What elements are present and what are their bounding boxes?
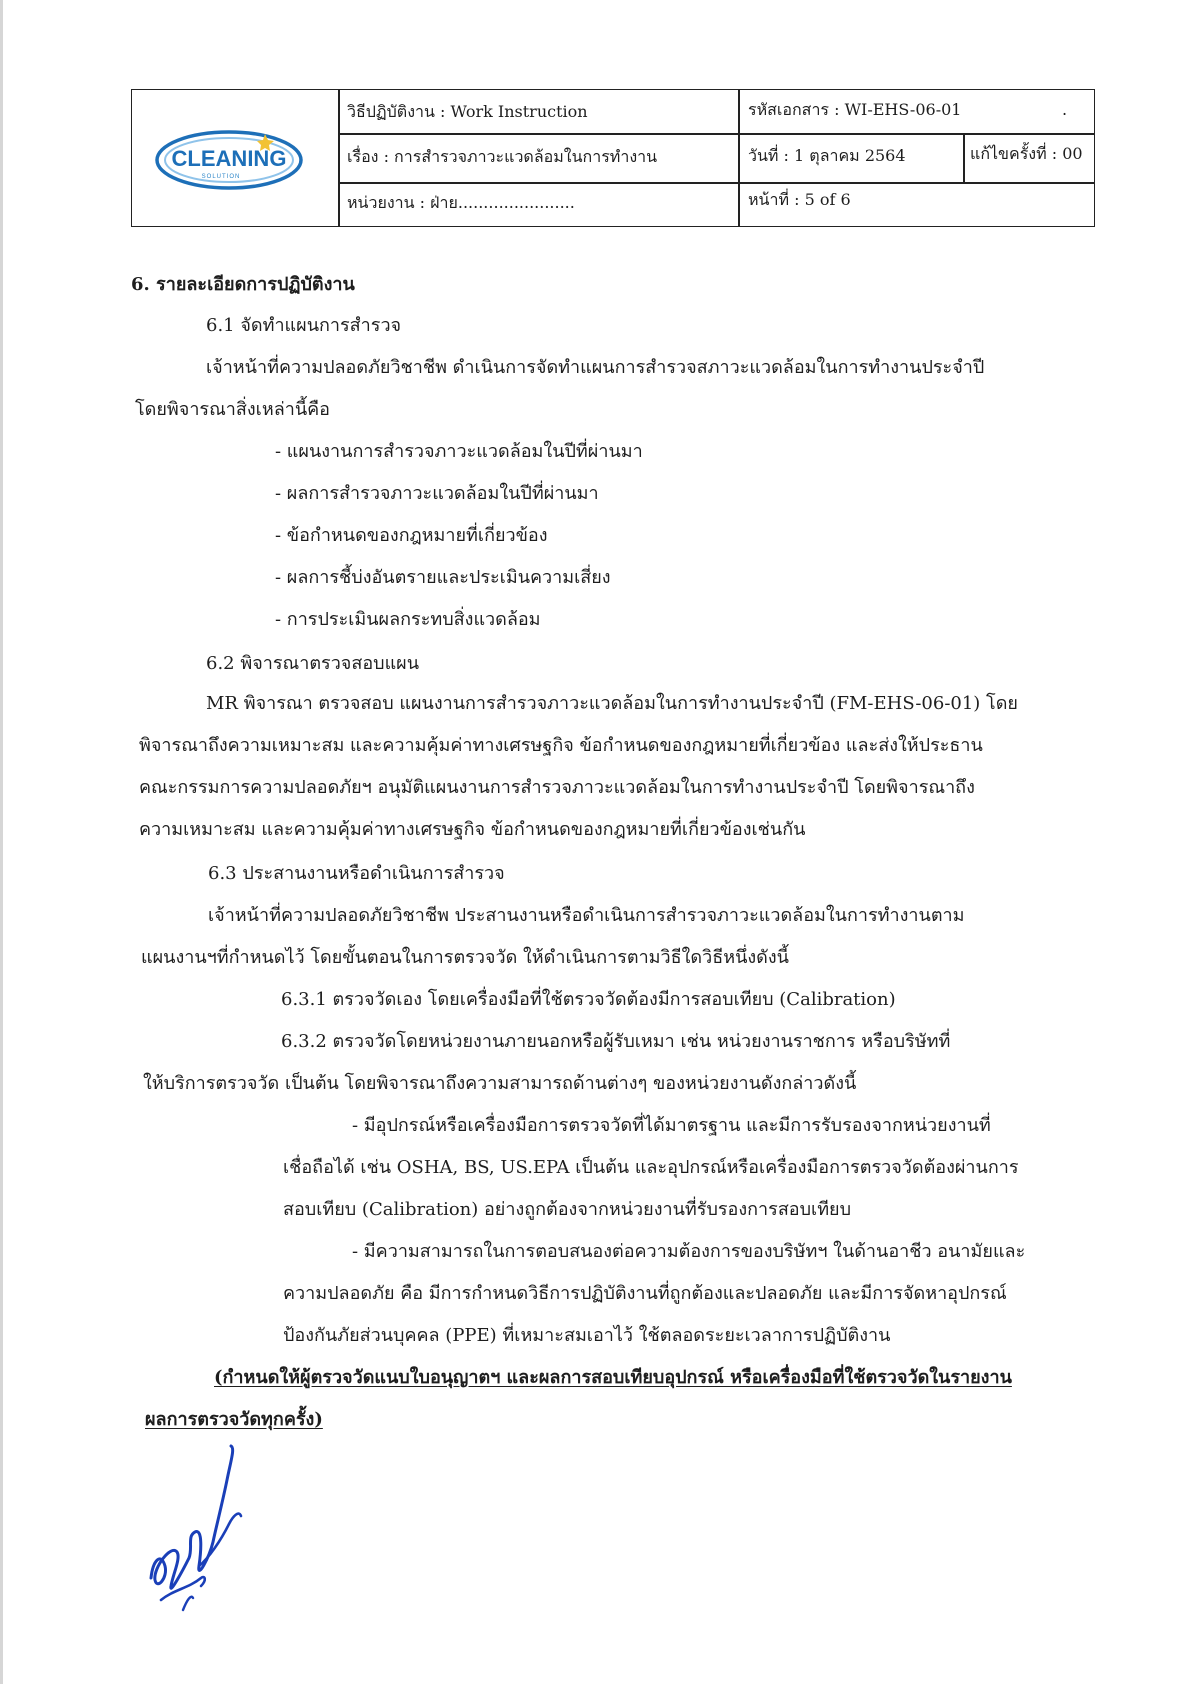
logo-subtext: SOLUTION <box>201 174 241 180</box>
doc-type: วิธีปฏิบัติงาน : Work Instruction <box>347 102 588 121</box>
section-6-1-title: 6.1 จัดทำแผนการสำรวจ <box>206 315 402 336</box>
list-item: - ผลการสำรวจภาวะแวดล้อมในปีที่ผ่านมา <box>275 483 599 504</box>
header-divider <box>738 90 740 226</box>
section-6-3-2: 6.3.2 ตรวจวัดโดยหน่วยงานภายนอกหรือผู้รับเหมา เช่น หน่วยงานราชการ หรือบริษัทที่ <box>281 1031 951 1052</box>
doc-revision: แก้ไขครั้งที่ : 00 <box>970 144 1083 163</box>
paragraph-line: ให้บริการตรวจวัด เป็นต้น โดยพิจารณาถึงความสามารถด้านต่างๆ ของหน่วยงานดังกล่าวดังนี้ <box>143 1073 857 1094</box>
doc-code: รหัสเอกสาร : WI-EHS-06-01 <box>748 100 962 119</box>
section-6-2-title: 6.2 พิจารณาตรวจสอบแผน <box>206 653 420 674</box>
note-line: (กำหนดให้ผู้ตรวจวัดแนบใบอนุญาตฯ และผลการสอบเทียบอุปกรณ์ หรือเครื่องมือที่ใช้ตรวจวัดในรายงาน <box>214 1367 1012 1388</box>
list-item: - การประเมินผลกระทบสิ่งแวดล้อม <box>275 609 541 630</box>
note-line: ผลการตรวจวัดทุกครั้ง) <box>145 1409 323 1430</box>
list-item: - แผนงานการสำรวจภาวะแวดล้อมในปีที่ผ่านมา <box>275 441 643 462</box>
doc-code-mark: . <box>1062 100 1068 119</box>
paragraph-line: โดยพิจารณาสิ่งเหล่านี้คือ <box>135 399 330 420</box>
paragraph-line: แผนงานฯที่กำหนดไว้ โดยขั้นตอนในการตรวจวัด ให้ดำเนินการตามวิธีใดวิธีหนึ่งดังนี้ <box>141 947 789 968</box>
header-divider <box>338 182 1094 184</box>
bullet-item: - มีอุปกรณ์หรือเครื่องมือการตรวจวัดที่ได้มาตรฐาน และมีการรับรองจากหน่วยงานที่ <box>352 1115 991 1136</box>
paragraph-line: ป้องกันภัยส่วนบุคคล (PPE) ที่เหมาะสมเอาไว้ ใช้ตลอดระยะเวลาการปฏิบัติงาน <box>283 1325 891 1346</box>
list-item: - ข้อกำหนดของกฎหมายที่เกี่ยวข้อง <box>275 525 548 546</box>
paragraph-line: ความเหมาะสม และความคุ้มค่าทางเศรษฐกิจ ข้อกำหนดของกฎหมายที่เกี่ยวข้องเช่นกัน <box>139 819 806 840</box>
paragraph-line: คณะกรรมการความปลอดภัยฯ อนุมัติแผนงานการสำรวจภาวะแวดล้อมในการทำงานประจำปี โดยพิจารณาถึง <box>139 777 975 798</box>
doc-date: วันที่ : 1 ตุลาคม 2564 <box>748 146 906 165</box>
document-header-table <box>131 89 1095 227</box>
header-divider <box>338 90 340 226</box>
header-divider <box>963 133 965 182</box>
scan-edge <box>0 0 3 1684</box>
section-6-3-title: 6.3 ประสานงานหรือดำเนินการสำรวจ <box>208 863 505 884</box>
doc-page-number: หน้าที่ : 5 of 6 <box>748 190 851 209</box>
paragraph-line: เจ้าหน้าที่ความปลอดภัยวิชาชีพ ดำเนินการจัดทำแผนการสำรวจสภาวะแวดล้อมในการทำงานประจำปี <box>206 357 985 378</box>
section-6-title: 6. รายละเอียดการปฏิบัติงาน <box>131 274 355 295</box>
logo-text: CLEANING <box>171 146 287 171</box>
paragraph-line: เชื่อถือได้ เช่น OSHA, BS, US.EPA เป็นต้น และอุปกรณ์หรือเครื่องมือการตรวจวัดต้องผ่านการ <box>283 1157 1019 1178</box>
list-item: - ผลการชี้บ่งอันตรายและประเมินความเสี่ยง <box>275 567 611 588</box>
paragraph-line: สอบเทียบ (Calibration) อย่างถูกต้องจากหน่วยงานที่รับรองการสอบเทียบ <box>283 1199 852 1220</box>
doc-department: หน่วยงาน : ฝ่าย....................... <box>347 193 575 212</box>
signature <box>143 1440 253 1615</box>
doc-subject: เรื่อง : การสำรวจภาวะแวดล้อมในการทำงาน <box>347 147 658 166</box>
company-logo <box>153 126 305 192</box>
section-6-3-1: 6.3.1 ตรวจวัดเอง โดยเครื่องมือที่ใช้ตรวจวัดต้องมีการสอบเทียบ (Calibration) <box>281 989 896 1010</box>
paragraph-line: MR พิจารณา ตรวจสอบ แผนงานการสำรวจภาวะแวดล้อมในการทำงานประจำปี (FM-EHS-06-01) โดย <box>206 693 1018 714</box>
paragraph-line: เจ้าหน้าที่ความปลอดภัยวิชาชีพ ประสานงานหรือดำเนินการสำรวจภาวะแวดล้อมในการทำงานตาม <box>208 905 965 926</box>
paragraph-line: ความปลอดภัย คือ มีการกำหนดวิธีการปฏิบัติงานที่ถูกต้องและปลอดภัย และมีการจัดหาอุปกรณ์ <box>283 1283 1007 1304</box>
bullet-item: - มีความสามารถในการตอบสนองต่อความต้องการของบริษัทฯ ในด้านอาชีว อนามัยและ <box>352 1241 1026 1262</box>
paragraph-line: พิจารณาถึงความเหมาะสม และความคุ้มค่าทางเศรษฐกิจ ข้อกำหนดของกฎหมายที่เกี่ยวข้อง และส่งให้ประธาน <box>139 735 983 756</box>
header-divider <box>338 133 1094 135</box>
